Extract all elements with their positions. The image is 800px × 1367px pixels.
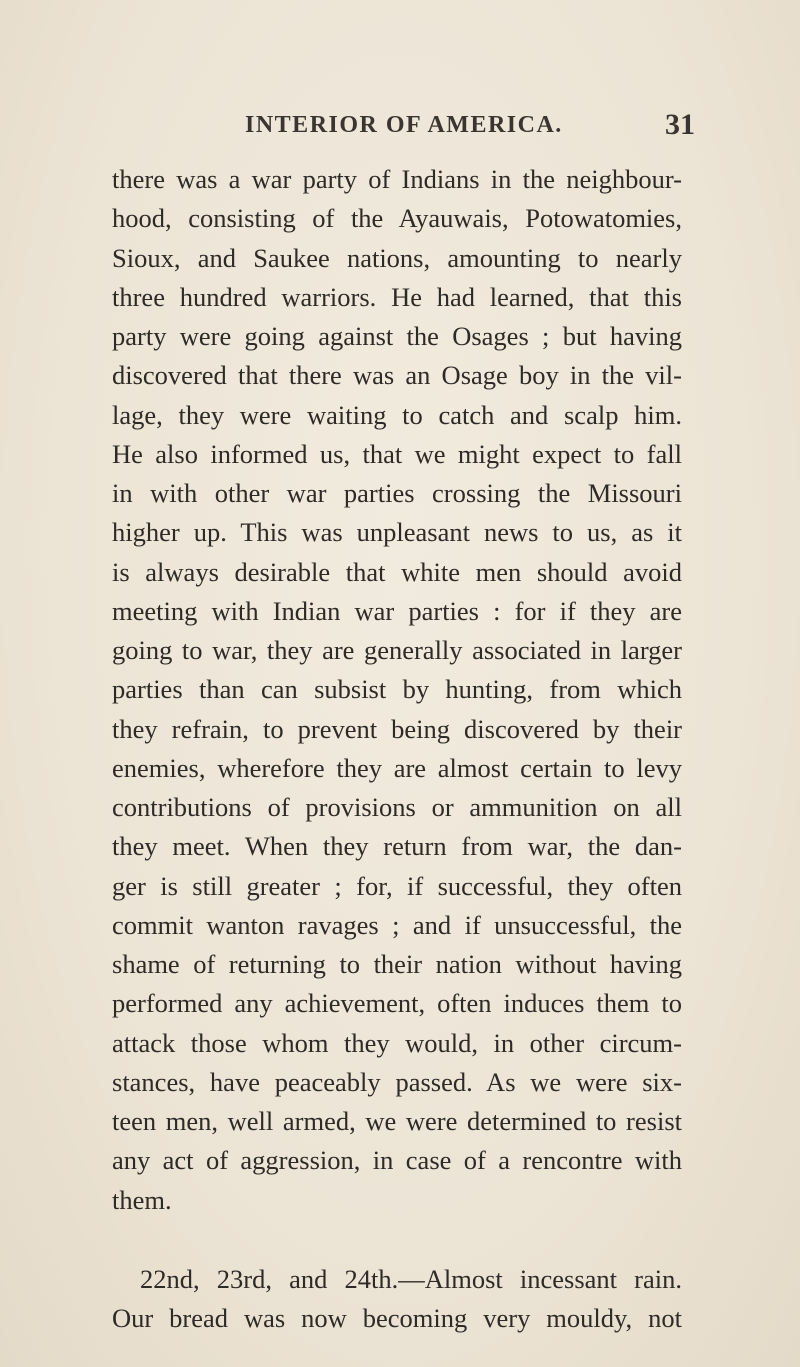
text-line: Our bread was now becoming very mouldy, not [112, 1303, 682, 1333]
text-line: party were going against the Osages ; but having [112, 321, 682, 351]
text-line: higher up. This was unpleasant news to us, as it [112, 517, 682, 548]
paragraph-gap [112, 1220, 682, 1260]
text-line: there was a war party of Indians in the neighbour- [112, 164, 682, 194]
text-line: they meet. When they return from war, the dan- [112, 831, 682, 862]
text-line: He also informed us, that we might expect to fall [112, 438, 682, 469]
body-text [112, 160, 682, 1338]
text-line: they refrain, to prevent being discovered by their [112, 713, 682, 744]
text-line: Sioux, and Saukee nations, amounting to nearly [112, 242, 682, 273]
text-line: performed any achievement, often induces them to [112, 988, 682, 1019]
running-head-title: INTERIOR OF AMERICA. [245, 112, 563, 138]
text-line: lage, they were waiting to catch and scalp him. [112, 399, 682, 430]
text-line: attack those whom they would, in other circum- [112, 1027, 682, 1058]
text-line: them. [112, 1184, 172, 1215]
text-line: going to war, they are generally associated in larger [112, 635, 682, 665]
text-line: commit wanton ravages ; and if unsuccessful, the [112, 909, 682, 940]
running-head [245, 108, 695, 148]
paragraph-2 [112, 1260, 682, 1339]
text-line: ger is still greater ; for, if successful, they often [112, 870, 682, 901]
text-line: is always desirable that white men should avoid [112, 556, 682, 587]
text-line: enemies, wherefore they are almost certain to levy [112, 752, 682, 783]
text-line: 22nd, 23rd, and 24th.—Almost incessant rain. [140, 1263, 682, 1294]
text-line: hood, consisting of the Ayauwais, Potowatomies, [112, 203, 682, 234]
text-line: parties than can subsist by hunting, from which [112, 674, 682, 705]
text-line: three hundred warriors. He had learned, that this [112, 281, 682, 312]
text-line: shame of returning to their nation without having [112, 949, 682, 979]
text-line: in with other war parties crossing the Missouri [112, 478, 682, 508]
page-number: 31 [665, 108, 695, 141]
paragraph-1 [112, 160, 682, 1220]
text-line: meeting with Indian war parties : for if they are [112, 595, 682, 626]
text-line: any act of aggression, in case of a rencontre with [112, 1145, 682, 1176]
text-line: stances, have peaceably passed. As we were six- [112, 1066, 682, 1097]
text-line: discovered that there was an Osage boy in the vil- [112, 360, 682, 391]
text-line: teen men, well armed, we were determined to resist [112, 1106, 682, 1136]
text-line: contributions of provisions or ammunition on all [112, 792, 682, 822]
